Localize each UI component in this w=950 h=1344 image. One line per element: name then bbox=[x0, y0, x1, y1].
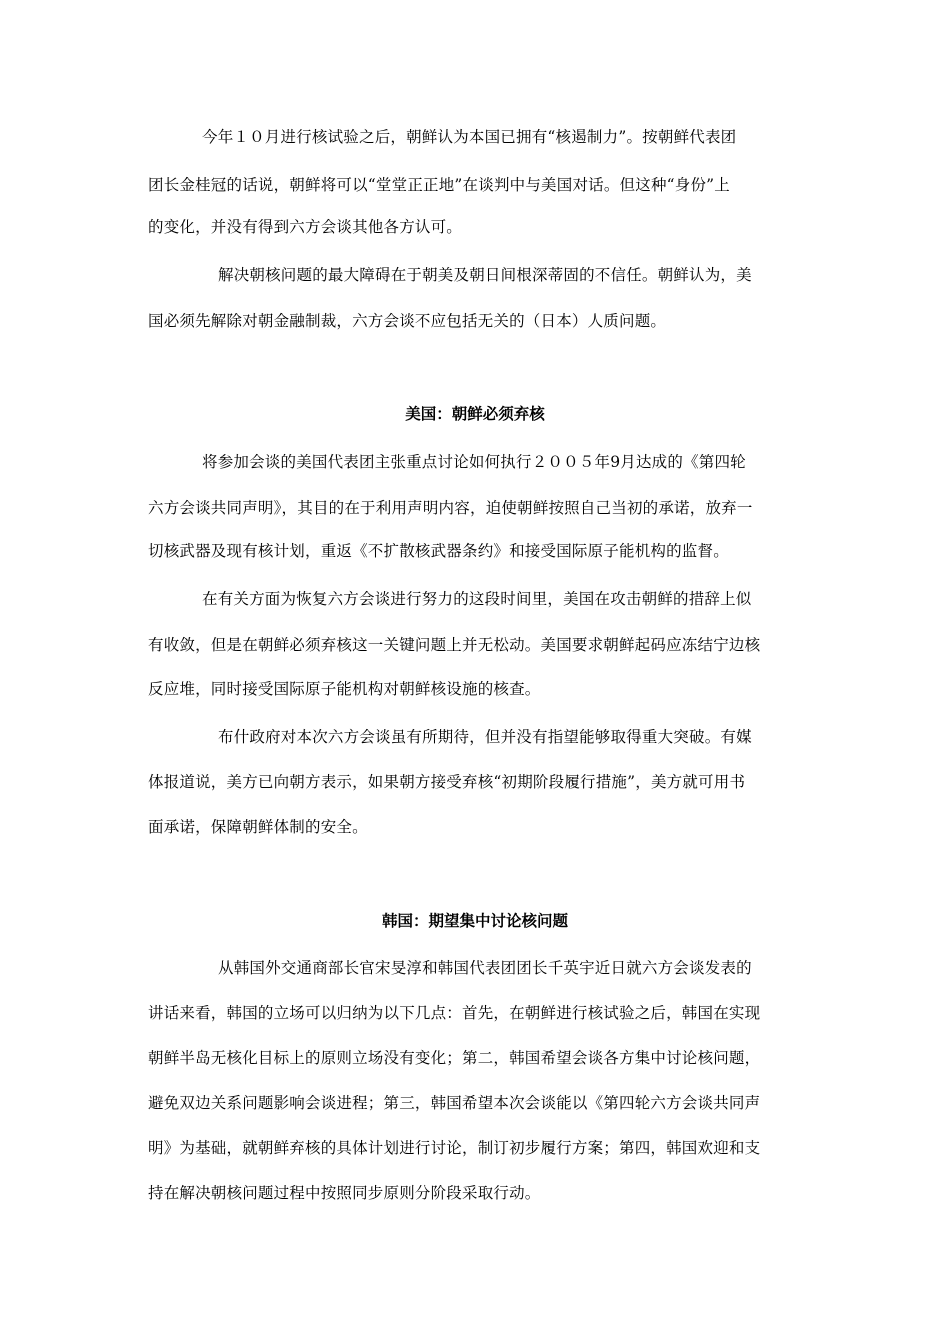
paragraph-line: 在有关方面为恢复六方会谈进行努力的这段时间里，美国在攻击朝鲜的措辞上似 bbox=[202, 590, 752, 608]
paragraph-line: 国必须先解除对朝金融制裁，六方会谈不应包括无关的（日本）人质问题。 bbox=[148, 312, 667, 330]
paragraph-line: 团长金桂冠的话说，朝鲜将可以“堂堂正正地”在谈判中与美国对话。但这种“身份”上 bbox=[148, 176, 730, 194]
paragraph-line: 朝鲜半岛无核化目标上的原则立场没有变化；第二，韩国希望会谈各方集中讨论核问题， bbox=[148, 1049, 761, 1067]
paragraph-line: 讲话来看，韩国的立场可以归纳为以下几点：首先，在朝鲜进行核试验之后，韩国在实现 bbox=[148, 1004, 761, 1022]
paragraph-line: 明》为基础，就朝鲜弃核的具体计划进行讨论，制订初步履行方案；第四，韩国欢迎和支 bbox=[148, 1139, 761, 1157]
paragraph-line: 避免双边关系问题影响会谈进程；第三，韩国希望本次会谈能以《第四轮六方会谈共同声 bbox=[148, 1094, 761, 1112]
paragraph-line: 反应堆，同时接受国际原子能机构对朝鲜核设施的核查。 bbox=[148, 680, 541, 698]
paragraph-line: 六方会谈共同声明》，其目的在于利用声明内容，迫使朝鲜按照自己当初的承诺，放弃一 bbox=[148, 499, 753, 517]
paragraph-line: 的变化，并没有得到六方会谈其他各方认可。 bbox=[148, 218, 463, 236]
section-heading-us: 美国：朝鲜必须弃核 bbox=[405, 404, 545, 423]
paragraph-line: 体报道说，美方已向朝方表示，如果朝方接受弃核“初期阶段履行措施”，美方就可用书 bbox=[148, 773, 746, 791]
paragraph-line: 从韩国外交通商部长官宋旻淳和韩国代表团团长千英宇近日就六方会谈发表的 bbox=[218, 959, 752, 977]
paragraph-line: 切核武器及现有核计划，重返《不扩散核武器条约》和接受国际原子能机构的监督。 bbox=[148, 542, 729, 560]
paragraph-line: 将参加会谈的美国代表团主张重点讨论如何执行２００５年9月达成的《第四轮 bbox=[202, 453, 746, 471]
paragraph-line: 解决朝核问题的最大障碍在于朝美及朝日间根深蒂固的不信任。朝鲜认为，美 bbox=[218, 266, 752, 284]
paragraph-line: 布什政府对本次六方会谈虽有所期待，但并没有指望能够取得重大突破。有媒 bbox=[218, 728, 752, 746]
paragraph-line: 面承诺，保障朝鲜体制的安全。 bbox=[148, 818, 368, 836]
section-heading-korea: 韩国：期望集中讨论核问题 bbox=[381, 911, 568, 930]
paragraph-line: 持在解决朝核问题过程中按照同步原则分阶段采取行动。 bbox=[148, 1184, 541, 1202]
paragraph-line: 有收敛，但是在朝鲜必须弃核这一关键问题上并无松动。美国要求朝鲜起码应冻结宁边核 bbox=[148, 636, 761, 654]
paragraph-line: 今年１０月进行核试验之后，朝鲜认为本国已拥有“核遏制力”。按朝鲜代表团 bbox=[202, 128, 737, 146]
